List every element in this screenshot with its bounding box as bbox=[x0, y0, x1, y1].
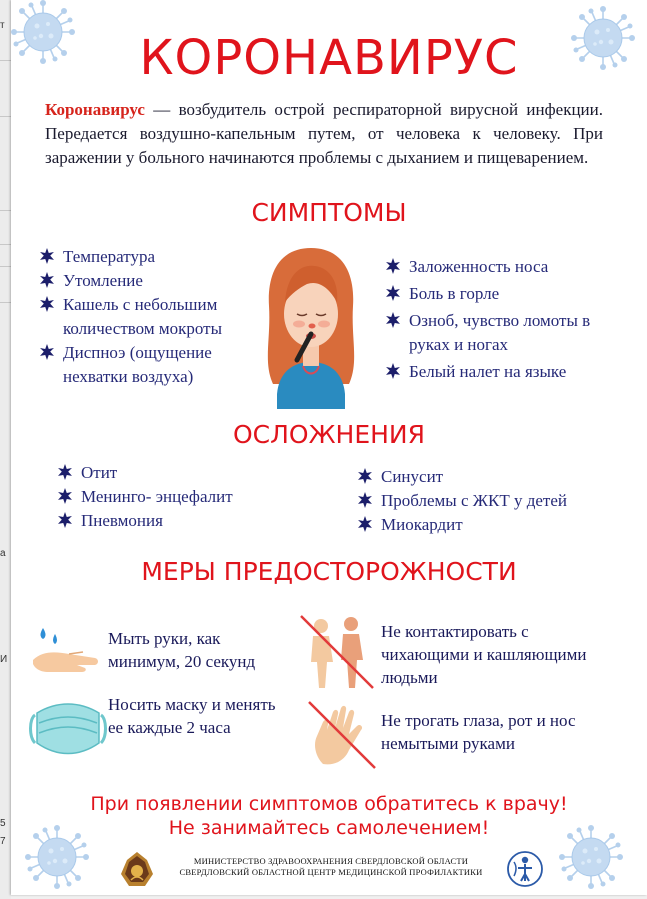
list-item: Озноб, чувство ломоты в руках и ногах bbox=[385, 309, 630, 357]
star-bullet-icon bbox=[57, 488, 73, 504]
crossed-hand-icon bbox=[303, 700, 379, 770]
list-item: Проблемы с ЖКТ у детей bbox=[357, 489, 627, 513]
star-bullet-icon bbox=[39, 248, 55, 264]
edge-fragment: 7 bbox=[0, 836, 6, 847]
list-item: Диспноэ (ощущение нехватки воздуха) bbox=[39, 341, 264, 389]
wash-hands-text: Мыть руки, как минимум, 20 секунд bbox=[108, 629, 256, 671]
symptoms-right-list bbox=[385, 255, 630, 384]
left-window-edge bbox=[0, 0, 11, 899]
edge-fragment: 5 bbox=[0, 818, 6, 829]
list-item: Пневмония bbox=[57, 509, 317, 533]
star-bullet-icon bbox=[385, 285, 401, 301]
poster-title: КОРОНАВИРУС bbox=[139, 30, 519, 86]
precautions-title: МЕРЫ ПРЕДОСТОРОЖНОСТИ bbox=[141, 557, 517, 586]
list-item: Белый налет на языке bbox=[385, 360, 630, 384]
complications-left-list bbox=[57, 461, 317, 533]
edge-fragment: а bbox=[0, 548, 6, 559]
org-line-1: МИНИСТЕРСТВО ЗДРАВООХРАНЕНИЯ СВЕРДЛОВСКОЙ ОБЛАСТИ bbox=[193, 856, 469, 866]
star-bullet-icon bbox=[357, 492, 373, 508]
complications-title: ОСЛОЖНЕНИЯ bbox=[232, 420, 425, 449]
list-item: Отит bbox=[57, 461, 317, 485]
no-contact-text: Не контактировать с чихающими и кашляющими людьми bbox=[381, 622, 587, 687]
list-item: Миокардит bbox=[357, 513, 627, 537]
ministry-logo-icon bbox=[117, 850, 157, 890]
intro-paragraph bbox=[45, 98, 603, 170]
list-item: Боль в горле bbox=[385, 282, 630, 306]
organization-block bbox=[161, 856, 501, 878]
org-line-2: СВЕРДЛОВСКИЙ ОБЛАСТНОЙ ЦЕНТР МЕДИЦИНСКОЙ ПРОФИЛАКТИКИ bbox=[179, 867, 483, 877]
edge-fragment: И bbox=[0, 654, 8, 665]
list-item: Кашель с небольшим количеством мокроты bbox=[39, 293, 264, 341]
star-bullet-icon bbox=[357, 516, 373, 532]
list-item: Синусит bbox=[357, 465, 627, 489]
star-bullet-icon bbox=[39, 272, 55, 288]
star-bullet-icon bbox=[57, 512, 73, 528]
list-item: Менинго- энцефалит bbox=[57, 485, 317, 509]
intro-text: — возбудитель острой респираторной вирусной инфекции. Передается воздушно-капельным путем, от человека к человеку. При заражении у больного начинаются проблемы с дыханием и пищеварением. bbox=[45, 100, 603, 167]
star-bullet-icon bbox=[357, 468, 373, 484]
intro-term: Коронавирус bbox=[45, 100, 145, 119]
list-item: Температура bbox=[39, 245, 264, 269]
symptoms-title: СИМПТОМЫ bbox=[251, 198, 407, 227]
star-bullet-icon bbox=[39, 296, 55, 312]
star-bullet-icon bbox=[57, 464, 73, 480]
warning-line-1: При появлении симптомов обратитесь к врачу! bbox=[90, 793, 568, 815]
sick-girl-illustration bbox=[261, 244, 361, 409]
star-bullet-icon bbox=[385, 312, 401, 328]
crossed-people-icon bbox=[297, 612, 377, 692]
mask-icon bbox=[27, 693, 109, 763]
warning-line-2: Не занимайтесь самолечением! bbox=[168, 817, 490, 839]
list-item: Заложенность носа bbox=[385, 255, 630, 279]
mask-text: Носить маску и менять ее каждые 2 часа bbox=[108, 695, 276, 737]
star-bullet-icon bbox=[385, 258, 401, 274]
edge-fragment: т bbox=[0, 20, 5, 31]
prevention-center-logo-icon bbox=[506, 850, 544, 888]
symptoms-left-list bbox=[39, 245, 264, 389]
no-touch-text: Не трогать глаза, рот и нос немытыми руками bbox=[381, 711, 576, 753]
poster bbox=[11, 0, 647, 895]
star-bullet-icon bbox=[385, 363, 401, 379]
hand-washing-icon bbox=[29, 624, 101, 674]
complications-right-list bbox=[357, 465, 627, 537]
list-item: Утомление bbox=[39, 269, 264, 293]
star-bullet-icon bbox=[39, 344, 55, 360]
